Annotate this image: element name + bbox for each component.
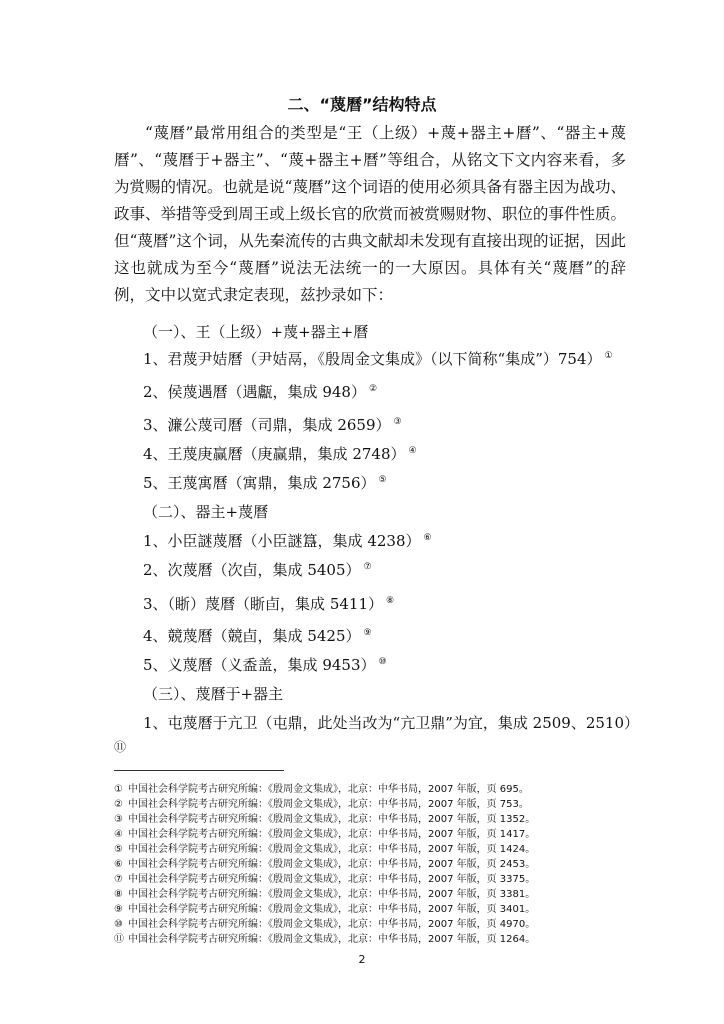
footnote-ref: ③	[393, 417, 402, 427]
section-heading-3: （三）、蔑曆于+器主	[143, 685, 284, 703]
footnote: ② 中国社会科学院考古研究所编：《殷周金文集成》，北京：中华书局，2007 年版，页 753。	[114, 799, 529, 810]
footnote: ⑥ 中国社会科学院考古研究所编：《殷周金文集成》，北京：中华书局，2007 年版，页 2453。	[114, 859, 536, 870]
list-item: 1、君蔑尹姞曆（尹姞鬲，《殷周金文集成》（以下简称“集成”）754） ①	[143, 350, 613, 368]
list-item: 3、濂公蔑司曆（司鼎，集成 2659） ③	[143, 416, 402, 434]
footnote-mark: ⑥	[114, 859, 123, 870]
footnote: ⑧ 中国社会科学院考古研究所编：《殷周金文集成》，北京：中华书局，2007 年版，页 3381。	[114, 889, 536, 900]
list-item: 1、小臣謎蔑曆（小臣謎簋，集成 4238） ⑥	[143, 532, 432, 550]
section-title: 二、“蔑曆”结构特点	[287, 95, 437, 114]
list-item: 2、次蔑曆（次卣，集成 5405） ⑦	[143, 561, 372, 579]
footnote-ref: ②	[368, 384, 378, 394]
footnote-ref: ⑨	[363, 628, 372, 638]
footnote-ref: ⑥	[423, 533, 432, 543]
footnote: ① 中国社会科学院考古研究所编：《殷周金文集成》，北京：中华书局，2007 年版，页 695。	[114, 784, 529, 795]
footnote-mark: ⑪	[114, 934, 124, 945]
footnote-ref: ⑤	[378, 475, 387, 485]
list-item: 4、王蔑庚赢曆（庚赢鼎，集成 2748） ④	[143, 445, 417, 463]
footnote-mark: ①	[114, 784, 123, 795]
footnote-mark: ⑦	[114, 874, 123, 885]
section-heading-2: （二）、器主+蔑曆	[143, 503, 269, 521]
list-item: 4、競蔑曆（競卣，集成 5425） ⑨	[143, 627, 372, 645]
footnote-mark: ⑩	[114, 919, 123, 930]
footnote: ④ 中国社会科学院考古研究所编：《殷周金文集成》，北京：中华书局，2007 年版，页 1417。	[114, 829, 536, 840]
footnote-mark: ⑤	[114, 844, 123, 855]
list-item: 1、屯蔑曆于亢卫（屯鼎，此处当改为“亢卫鼎”为宜，集成 2509、2510）	[143, 714, 639, 732]
list-item: 3、（䀿）蔑曆（䀿卣，集成 5411） ⑧	[143, 595, 395, 613]
section-heading-1: （一）、王（上级）+蔑+器主+曆	[143, 323, 369, 341]
footnote-ref: ⑩	[378, 657, 387, 667]
footnote-ref: ⑦	[363, 562, 372, 572]
list-item: 5、王蔑寓曆（寓鼎，集成 2756） ⑤	[143, 474, 387, 492]
footnote-mark: ④	[114, 829, 123, 840]
footnote: ⑪ 中国社会科学院考古研究所编：《殷周金文集成》，北京：中华书局，2007 年版，页 1264。	[114, 930, 535, 945]
footnote-ref: ⑧	[386, 596, 395, 606]
footnote: ⑨ 中国社会科学院考古研究所编：《殷周金文集成》，北京：中华书局，2007 年版，页 3401。	[114, 904, 536, 915]
page-number: 2	[358, 953, 366, 966]
footnote: ⑤ 中国社会科学院考古研究所编：《殷周金文集成》，北京：中华书局，2007 年版，页 1424。	[114, 844, 536, 855]
footnote: ⑩ 中国社会科学院考古研究所编：《殷周金文集成》，北京：中华书局，2007 年版，页 4970。	[114, 919, 536, 930]
footnote-mark: ③	[114, 814, 123, 825]
footnote: ③ 中国社会科学院考古研究所编：《殷周金文集成》，北京：中华书局，2007 年版，页 1352。	[114, 814, 536, 825]
footnote-ref: ①	[604, 351, 613, 361]
footnote-separator	[114, 770, 284, 771]
footnote-ref: ⑪	[114, 740, 127, 754]
footnote-ref: ④	[408, 446, 417, 456]
footnote: ⑦ 中国社会科学院考古研究所编：《殷周金文集成》，北京：中华书局，2007 年版，页 3375。	[114, 874, 536, 885]
list-item: 5、义蔑曆（义盉盖，集成 9453） ⑩	[143, 656, 387, 674]
footnote-mark: ②	[114, 799, 123, 810]
footnote-mark: ⑧	[114, 889, 123, 900]
footnote-mark: ⑨	[114, 904, 123, 915]
list-item: 2、侯蔑遇曆（遇甗，集成 948） ②	[143, 383, 378, 401]
intro-paragraph: “蔑曆”最常用组合的类型是“王（上级）+蔑+器主+曆”、“器主+蔑曆”、“蔑曆于+器主”、“蔑+器主+曆”等组合，从铭文下文内容来看，多为赏赐的情况。也就是说“蔑曆”这个词语的使用必须具备有器主因为战功、政事、举措等受到周王或上级长官的欣赏而被赏赐财物、职位的事件性质。但“蔑曆”这个词，从先秦流传的古典文献却未发现有直接出现的证据，因此这也就成为至今“蔑曆”说法无法统一的一大原因。具体有关“蔑曆”的辞例，文中以宽式隶定表现，兹抄录如下：	[114, 124, 626, 304]
